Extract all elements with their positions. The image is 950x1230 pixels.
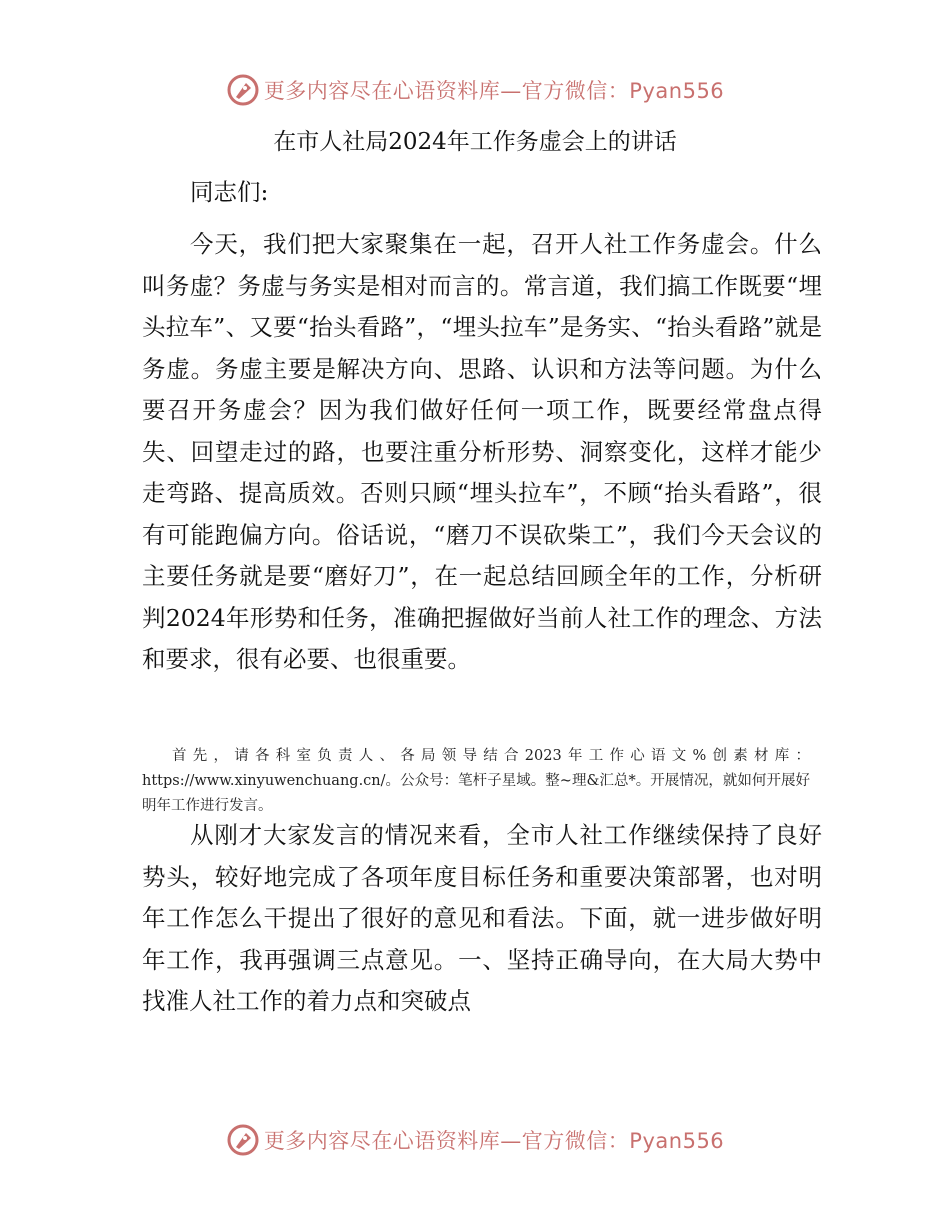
paragraph: 今天，我们把大家聚集在一起，召开人社工作务虚会。什么叫务虚？务虚与务实是相对而言的。常言道，我们搞工作既要“埋头拉车”、又要“抬头看路”，“埋头拉车”是务实、“抬头看路”就是务虚。务虚主要是解决方向、思路、认识和方法等问题。为什么要召开务虚会？因为我们做好任何一项工作，既要经常盘点得失、回望走过的路，也要注重分析形势、洞察变化，这样才能少走弯路、提高质效。否则只顾“埋头拉车”，不顾“抬头看路”，很有可能跑偏方向。俗话说，“磨刀不误砍柴工”，我们今天会议的主要任务就是要“磨好刀”，在一起总结回顾全年的工作，分析研判2024年形势和任务，准确把握做好当前人社工作的理念、方法和要求，很有必要、也很重要。 xyxy=(142,230,822,673)
pen-nib-logo-icon xyxy=(226,1123,260,1157)
watermark-banner-bottom xyxy=(0,1120,950,1160)
paragraph: 从刚才大家发言的情况来看，全市人社工作继续保持了良好势头，较好地完成了各项年度目标任务和重要决策部署，也对明年工作怎么干提出了很好的意见和看法。下面，就一进步做好明年工作，我再强调三点意见。一、坚持正确导向，在大局大势中找准人社工作的着力点和突破点 xyxy=(142,821,822,1015)
inserted-note: 首先，请各科室负责人、各局领导结合2023年工作心语文%创素材库：https://www.xinyuwenchuang.cn/。公众号：笔杆子星域。整~理&汇总*。开展情况，就如何开展好明年工作进行发言。 xyxy=(142,748,810,814)
watermark-banner-top xyxy=(0,70,950,110)
page-title: 在市人社局2024年工作务虚会上的讲话 xyxy=(273,129,677,155)
watermark-text: 更多内容尽在心语资料库—官方微信：Pyan556 xyxy=(263,1129,725,1153)
watermark-text: 更多内容尽在心语资料库—官方微信：Pyan556 xyxy=(263,79,725,103)
pen-nib-logo-icon xyxy=(226,73,260,107)
greeting: 同志们: xyxy=(190,178,269,206)
